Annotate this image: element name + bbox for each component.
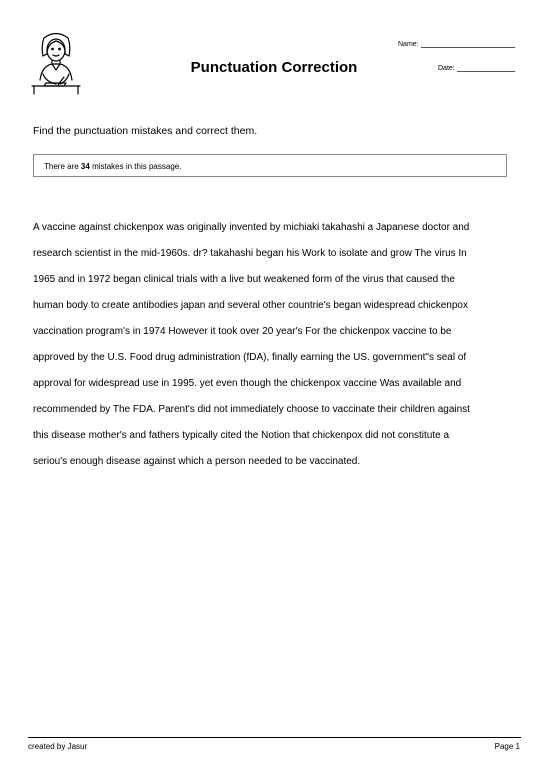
passage-line: 1965 and in 1972 began clinical trials with a live but weakened form of the virus that caused the [33, 274, 455, 285]
name-line [421, 40, 515, 48]
mistake-count-number: 34 [80, 162, 90, 171]
mistake-count-suffix: mistakes in this passage. [92, 162, 182, 171]
name-label: Name: [398, 41, 419, 48]
date-field[interactable] [438, 64, 515, 72]
passage-line: A vaccine against chickenpox was originally invented by michiaki takahashi a Japanese doctor and [33, 222, 470, 233]
passage-line: recommended by The FDA. Parent's did not immediately choose to vaccinate their children against [33, 404, 470, 415]
footer-divider [28, 737, 521, 738]
date-label: Date: [438, 65, 455, 72]
date-line [457, 64, 515, 72]
page-title: Punctuation Correction [190, 59, 358, 76]
mistake-count-box [33, 154, 507, 177]
passage-line: vaccination program's in 1974 However it took over 20 year's For the chickenpox vaccine to be [33, 326, 452, 337]
name-field[interactable] [398, 40, 515, 48]
passage-line: approved by the U.S. Food drug administration (fDA), finally earning the US. government"s seal of [33, 352, 467, 363]
footer-page-number: Page 1 [494, 742, 520, 751]
passage-line: research scientist in the mid-1960s. dr? takahashi began his Work to isolate and grow The virus In [33, 248, 467, 259]
instructions: Find the punctuation mistakes and correct them. [33, 125, 258, 137]
passage-line: this disease mother's and fathers typically cited the Notion that chickenpox did not constitute a [33, 430, 450, 441]
mistake-count-prefix: There are [44, 162, 79, 171]
footer-author: created by Jasur [28, 742, 88, 751]
passage-line: human body to create antibodies japan and several other countrie's began widespread chickenpox [33, 300, 468, 311]
passage-line: approval for widespread use in 1995. yet even though the chickenpox vaccine Was available and [33, 378, 462, 389]
passage [33, 215, 517, 475]
passage-line: seriou's enough disease against which a person needed to be vaccinated. [33, 456, 361, 467]
